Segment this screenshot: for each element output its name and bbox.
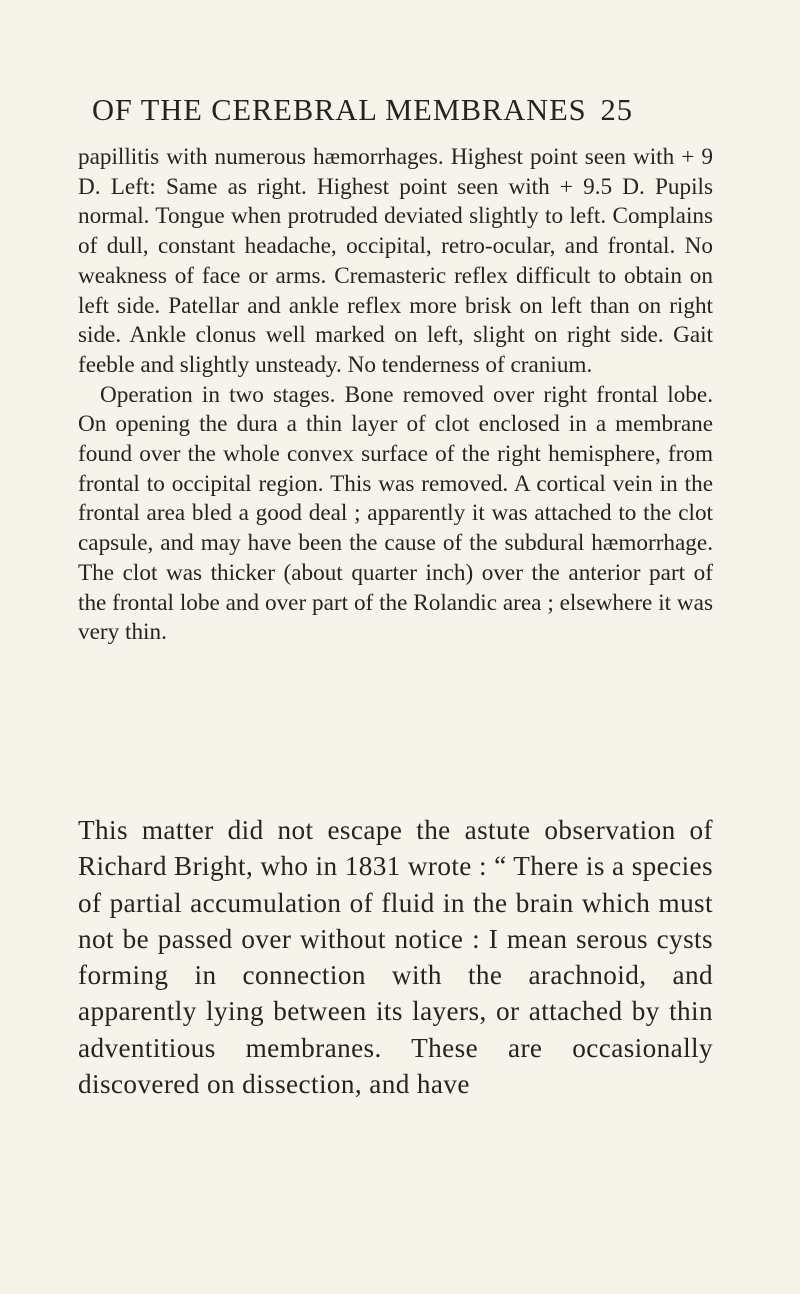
case-notes-paragraph-1: papillitis with numerous hæmorrhages. Highest point seen with + 9 D. Left: Same as right. Highest point seen with + 9.5 D. Pupils normal. Tongue when protruded deviated slightly to left. Complains of dull, constant headache, occipital, retro-ocular, and frontal. No weakness of face or arms. Cremasteric reflex difficult to obtain on left side. Patellar and ankle reflex more brisk on left than on right side. Ankle clonus well marked on left, slight on right side. Gait feeble and slightly unsteady. No tenderness of cranium. bbox=[78, 144, 713, 378]
running-head-title: OF THE CEREBRAL MEMBRANES bbox=[92, 93, 587, 127]
main-text bbox=[78, 812, 713, 1102]
case-notes-paragraph-2: Operation in two stages. Bone removed over right frontal lobe. On opening the dura a thin layer of clot enclosed in a membrane found over the whole convex surface of the right hemisphere, from frontal to occipital region. This was removed. A cortical vein in the frontal area bled a good deal ; apparently it was attached to the clot capsule, and may have been the cause of the subdural hæmorrhage. The clot was thicker (about quarter inch) over the anterior part of the frontal lobe and over part of the Rolandic area ; elsewhere it was very thin. bbox=[78, 381, 713, 646]
page-number: 25 bbox=[600, 93, 633, 127]
main-text-paragraph-1: This matter did not escape the astute observation of Richard Bright, who in 1831 wrote : “ There is a species of partial accumulation of fluid in the brain which must not be passed over without notice : I mean serous cysts forming in connection with the arachnoid, and apparently lying between its layers, or attached by thin adventitious membranes. These are occasionally discovered on dissection, and have bbox=[78, 815, 713, 1100]
book-page bbox=[78, 0, 713, 1294]
running-head bbox=[92, 93, 732, 128]
case-notes bbox=[78, 143, 713, 648]
